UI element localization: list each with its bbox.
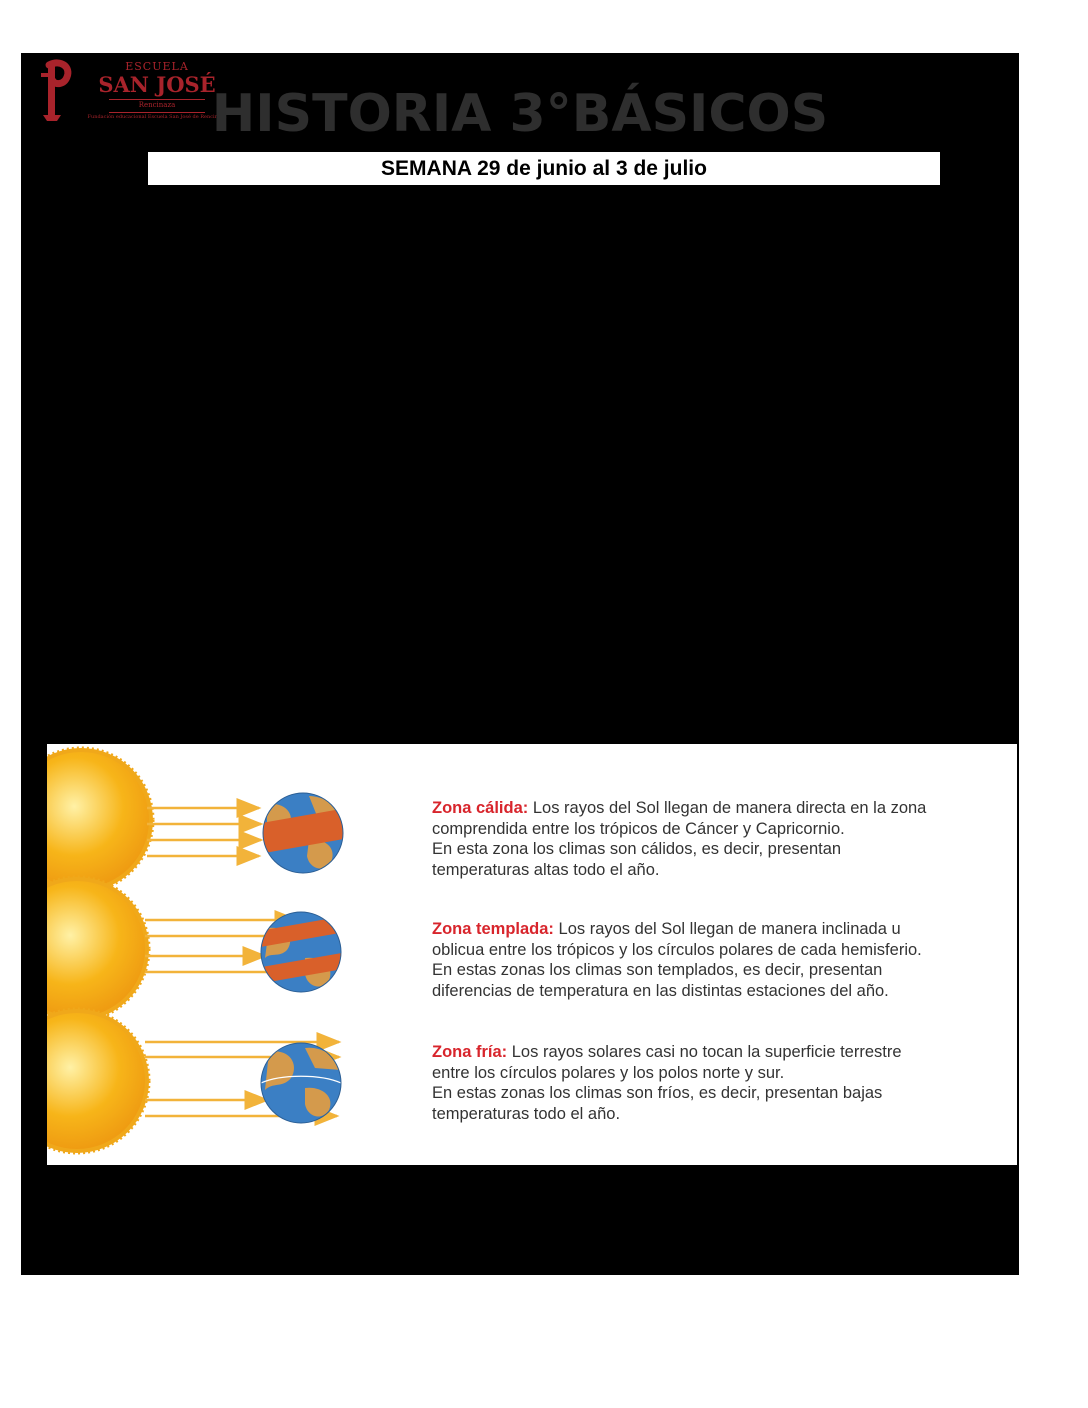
- week-banner: SEMANA 29 de junio al 3 de julio: [148, 152, 940, 185]
- sun-2-icon: [47, 877, 149, 1021]
- zone-calida-line-4: temperaturas altas todo el año.: [432, 860, 660, 879]
- zone-fria-name: Zona fría:: [432, 1043, 508, 1061]
- zone-templada-name: Zona templada:: [432, 920, 554, 938]
- zone-calida-line-3: En esta zona los climas son cálidos, es decir, presentan: [432, 840, 842, 858]
- zone-fria-line-1: Zona fría: Los rayos solares casi no tocan la superficie terrestre: [432, 1043, 902, 1061]
- earth-2-icon: [239, 912, 366, 992]
- logo-foundation: Fundación educacional Escuela San José de Rencinaza: [87, 114, 227, 120]
- logo-line-3: Rencinaza: [138, 101, 176, 109]
- zone-calida-line-2: comprendida entre los trópicos de Cáncer y Capricornio.: [432, 819, 845, 838]
- zone-fria-line-3: En estas zonas los climas son fríos, es decir, presentan bajas: [432, 1084, 883, 1102]
- zone-fria-text: [432, 1042, 1002, 1124]
- sun-3-icon: [47, 1009, 149, 1153]
- zone-templada-line-4: diferencias de temperatura en las distintas estaciones del año.: [432, 981, 889, 1000]
- logo-line-2: SAN JOSÉ: [98, 72, 216, 97]
- zone-fria-line-2: entre los círculos polares y los polos norte y sur.: [432, 1063, 785, 1082]
- zone-calida-text: [432, 798, 1002, 880]
- logo-line-1: ESCUELA: [125, 60, 189, 73]
- zone-templada-line-1: Zona templada: Los rayos del Sol llegan de manera inclinada u: [432, 920, 901, 938]
- earth-3-icon: [261, 1043, 341, 1123]
- earth-1-icon: [245, 793, 368, 873]
- zone-templada-line-2: oblicua entre los trópicos y los círculos polares de cada hemisferio.: [432, 940, 922, 959]
- sun-1-icon: [47, 748, 153, 892]
- rays-1: [147, 808, 261, 856]
- climate-zones-panel: [47, 744, 1017, 1165]
- zone-templada-line-3: En estas zonas los climas son templados, es decir, presentan: [432, 961, 883, 979]
- page-frame: [21, 53, 1019, 1275]
- zone-calida-line-1: Zona cálida: Los rayos del Sol llegan de manera directa en la zona: [432, 799, 927, 817]
- zone-fria-line-4: temperaturas todo el año.: [432, 1104, 621, 1123]
- zone-templada-text: [432, 919, 1002, 1001]
- zone-calida-name: Zona cálida:: [432, 799, 529, 817]
- sun-rays-earth-illustration: [47, 744, 427, 1165]
- page-title: HISTORIA 3°BÁSICOS: [211, 84, 829, 144]
